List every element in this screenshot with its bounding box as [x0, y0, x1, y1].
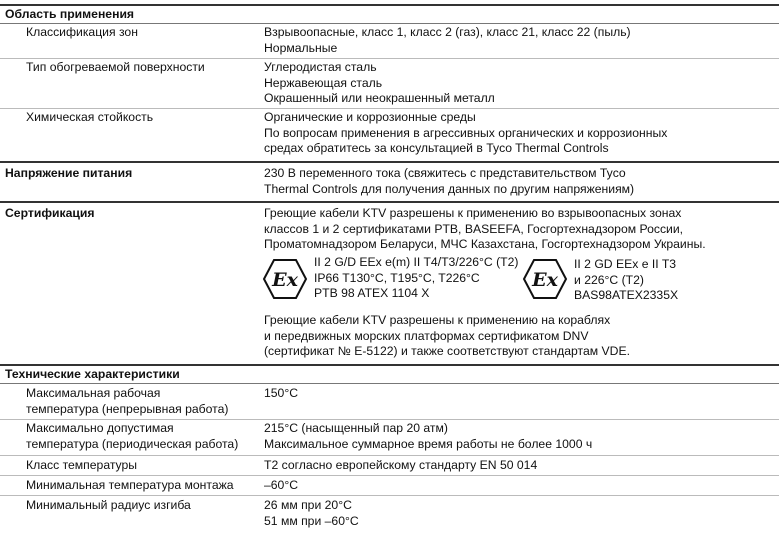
- divider: [0, 4, 779, 6]
- ex-hexagon-label: Ex: [272, 269, 298, 291]
- divider: [0, 364, 779, 366]
- divider: [0, 475, 779, 476]
- divider: [0, 161, 779, 163]
- section-title-technical: Технические характеристики: [5, 367, 180, 381]
- ex-hexagon-icon: [522, 258, 568, 300]
- divider: [0, 455, 779, 456]
- row-label-max-operating-temp: Максимальная рабочая температура (непрерывная работа): [26, 386, 229, 416]
- ex-hexagon-icon: [262, 258, 308, 300]
- section-title-certification: Сертификация: [5, 206, 95, 220]
- row-label-surface-type: Тип обогреваемой поверхности: [26, 60, 205, 74]
- row-label-temperature-class: Класс температуры: [26, 458, 138, 472]
- voltage-value: 230 В переменного тока (свяжитесь с представительством Tyco Thermal Controls для получения данных по другим напряжениям): [264, 166, 635, 196]
- certification-marine: Греющие кабели KTV разрешены к применению на кораблях и передвижных морских платформах сертификатом DNV (сертификат № E-5122) и также соответствуют стандартам VDE.: [264, 313, 630, 359]
- divider: [0, 383, 779, 384]
- row-label-chemical-resistance: Химическая стойкость: [26, 110, 154, 124]
- row-value-temperature-class: T2 согласно европейскому стандарту EN 50 014: [264, 458, 538, 472]
- row-value-max-permissible-temp: 215°C (насыщенный пар 20 атм) Максимальное суммарное время работы не более 1000 ч: [264, 421, 593, 451]
- divider: [0, 58, 779, 59]
- row-label-zone-classification: Классификация зон: [26, 25, 138, 39]
- divider: [0, 108, 779, 109]
- divider: [0, 201, 779, 203]
- row-label-min-bend-radius: Минимальный радиус изгиба: [26, 498, 191, 512]
- section-title-voltage: Напряжение питания: [5, 166, 133, 180]
- divider: [0, 419, 779, 420]
- row-label-min-install-temp: Минимальная температура монтажа: [26, 478, 234, 492]
- row-value-chemical-resistance: Органические и коррозионные среды По вопросам применения в агрессивных органических и коррозионных средах обратитесь за консультацией в Tyco Thermal Controls: [264, 110, 668, 156]
- row-value-surface-type: Углеродистая сталь Нержавеющая сталь Окрашенный или неокрашенный металл: [264, 60, 495, 106]
- row-value-max-operating-temp: 150°C: [264, 386, 299, 400]
- row-value-min-bend-radius: 26 мм при 20°C 51 мм при –60°C: [264, 498, 359, 528]
- row-value-min-install-temp: –60°C: [264, 478, 299, 492]
- certificate-baseefa: II 2 GD EEx e II T3 и 226°C (T2) BAS98ATEX2335X: [574, 257, 679, 303]
- ex-hexagon-label: Ex: [532, 269, 558, 291]
- certification-intro: Греющие кабели KTV разрешены к применению во взрывоопасных зонах классов 1 и 2 сертификатами PTB, BASEEFA, Госгортехнадзором России, Проматомнадзором Беларуси, МЧС Казахстана, Госгортехнадзором Украины.: [264, 206, 706, 252]
- row-label-max-permissible-temp: Максимально допустимая температура (периодическая работа): [26, 421, 239, 451]
- divider: [0, 495, 779, 496]
- row-value-zone-classification: Взрывоопасные, класс 1, класс 2 (газ), класс 21, класс 22 (пыль) Нормальные: [264, 25, 631, 55]
- divider: [0, 23, 779, 24]
- section-title-application: Область применения: [5, 7, 135, 21]
- certificate-ptb: II 2 G/D EEx e(m) II T4/T3/226°C (T2) IP66 T130°C, T195°C, T226°C PTB 98 ATEX 1104 X: [314, 255, 519, 301]
